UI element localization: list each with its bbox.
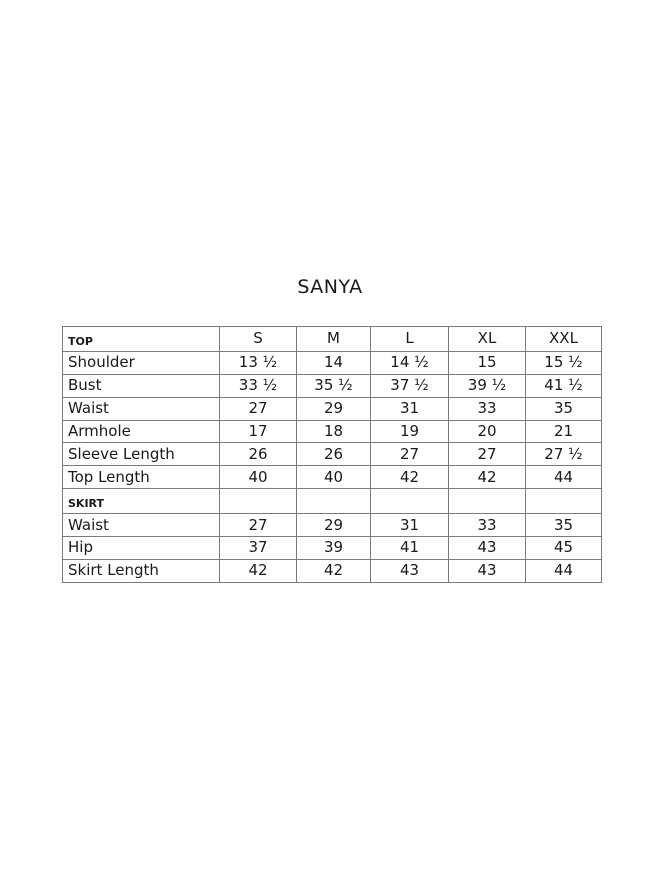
cell-value: 37 [220,537,297,560]
cell-value: 15 [449,351,526,374]
cell-value: 42 [449,466,526,489]
cell-value: 35 [526,514,602,537]
cell-value: 27 ½ [526,443,602,466]
cell-value: 33 [449,397,526,420]
cell-value: 26 [297,443,371,466]
row-label: Sleeve Length [63,443,220,466]
cell-value: 19 [371,420,449,443]
size-header-s: S [220,327,297,352]
cell-value: 40 [297,466,371,489]
table-row [63,397,602,420]
cell-value: 26 [220,443,297,466]
cell-value: 40 [220,466,297,489]
table-row [63,466,602,489]
cell-value: 39 ½ [449,374,526,397]
cell-value: 35 [526,397,602,420]
cell-value: 42 [220,559,297,582]
cell-value: 27 [220,397,297,420]
cell-value: 13 ½ [220,351,297,374]
cell-value: 27 [371,443,449,466]
cell-value: 27 [220,514,297,537]
cell-value: 14 ½ [371,351,449,374]
cell-value: 42 [297,559,371,582]
cell-value: 43 [371,559,449,582]
cell-value: 18 [297,420,371,443]
row-label: Waist [63,514,220,537]
cell-value: 33 [449,514,526,537]
cell-value: 43 [449,559,526,582]
size-header-xl: XL [449,327,526,352]
table-row [63,443,602,466]
cell-value: 31 [371,397,449,420]
cell-value: 21 [526,420,602,443]
cell-value: 15 ½ [526,351,602,374]
size-header-m: M [297,327,371,352]
table-row [63,374,602,397]
row-label: Skirt Length [63,559,220,582]
cell-value: 33 ½ [220,374,297,397]
table-row [63,351,602,374]
skirt-header-row [63,489,602,514]
table-row [63,537,602,560]
row-label: Shoulder [63,351,220,374]
row-label: Hip [63,537,220,560]
top-section-heading: TOP [63,327,220,352]
row-label: Bust [63,374,220,397]
cell-value: 31 [371,514,449,537]
cell-value: 14 [297,351,371,374]
empty-cell [297,489,371,514]
table-row [63,514,602,537]
cell-value: 27 [449,443,526,466]
row-label: Armhole [63,420,220,443]
cell-value: 43 [449,537,526,560]
cell-value: 39 [297,537,371,560]
table-row [63,559,602,582]
row-label: Waist [63,397,220,420]
cell-value: 41 ½ [526,374,602,397]
cell-value: 35 ½ [297,374,371,397]
chart-title: SANYA [297,276,363,298]
size-header-xxl: XXL [526,327,602,352]
cell-value: 29 [297,397,371,420]
empty-cell [220,489,297,514]
cell-value: 44 [526,466,602,489]
empty-cell [449,489,526,514]
size-chart-table [62,326,602,583]
top-header-row [63,327,602,352]
cell-value: 42 [371,466,449,489]
cell-value: 45 [526,537,602,560]
row-label: Top Length [63,466,220,489]
empty-cell [371,489,449,514]
skirt-section-heading: SKIRT [63,489,220,514]
empty-cell [526,489,602,514]
cell-value: 29 [297,514,371,537]
cell-value: 20 [449,420,526,443]
size-header-l: L [371,327,449,352]
cell-value: 17 [220,420,297,443]
cell-value: 44 [526,559,602,582]
table-row [63,420,602,443]
cell-value: 37 ½ [371,374,449,397]
cell-value: 41 [371,537,449,560]
